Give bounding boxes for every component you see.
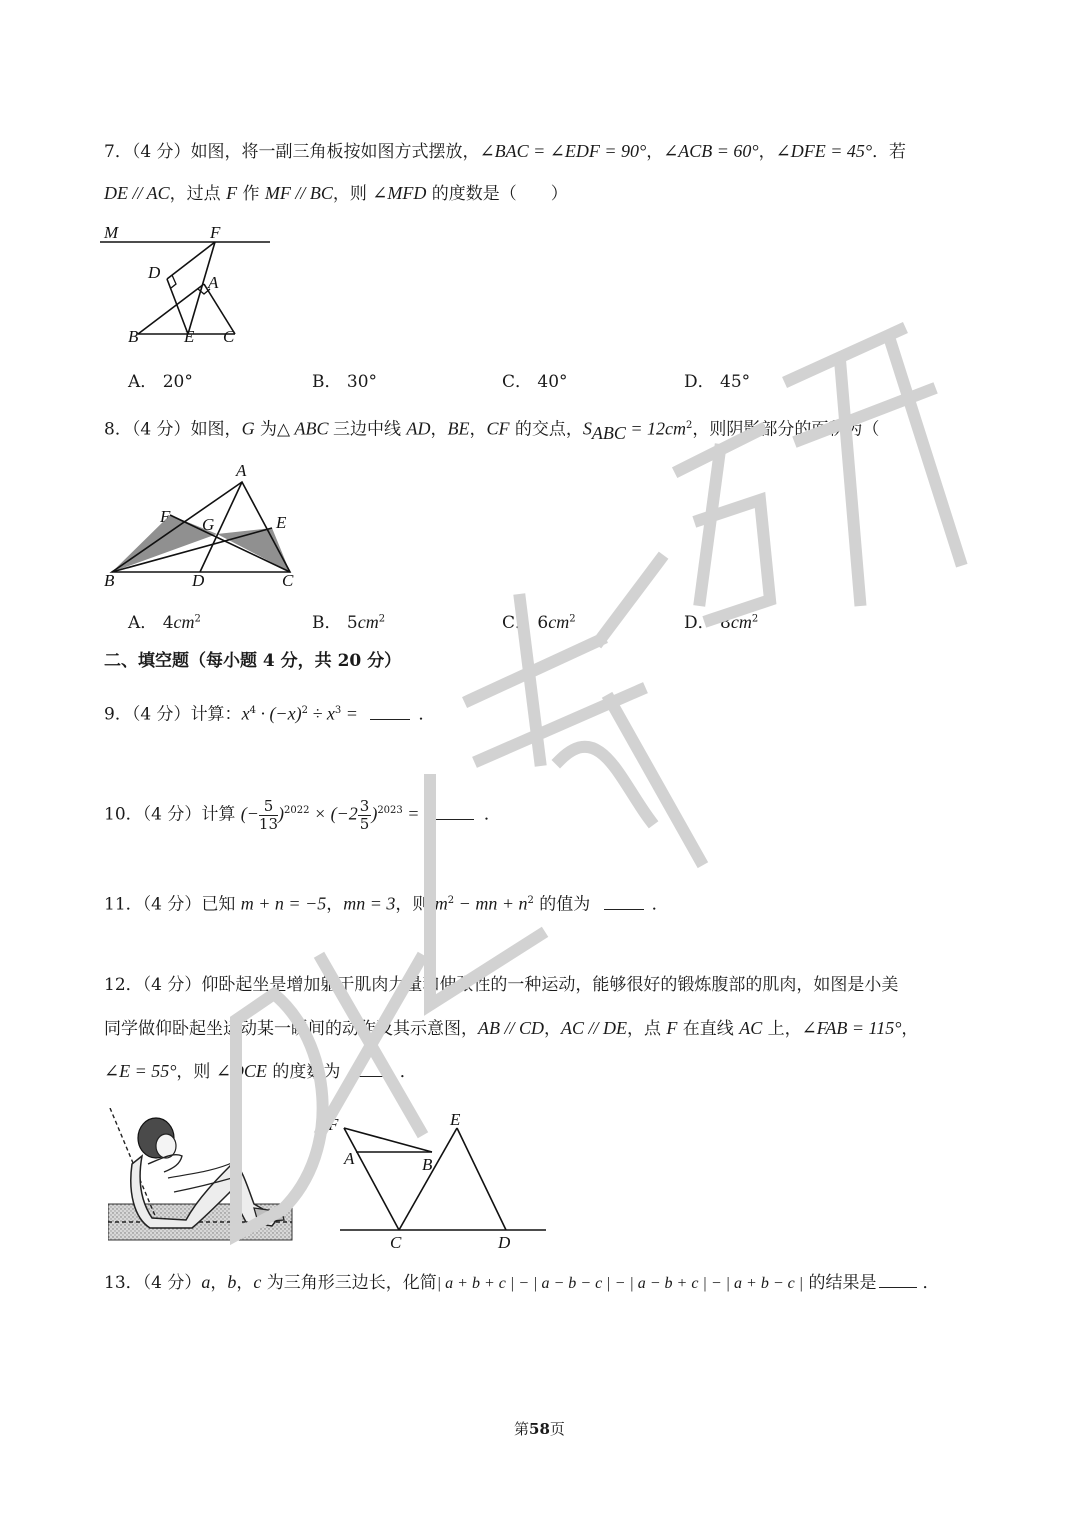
q7-sep2: ，	[758, 142, 776, 162]
page-number	[514, 1418, 565, 1439]
q7-line2	[104, 182, 568, 205]
q8-s-eq: = 12cm	[625, 418, 687, 439]
q10-frac2-den: 5	[359, 814, 370, 833]
q7-label-f: F	[210, 223, 221, 242]
q8-ad: AD	[406, 418, 431, 439]
q7-line2-f: F	[226, 183, 238, 203]
q10-score: （4 分）	[142, 804, 202, 825]
q7-option-b-val: 30°	[346, 372, 378, 392]
page-number-value: 58	[529, 1420, 550, 1438]
q7-option-b-key: B．	[312, 372, 342, 392]
q10-p2: )	[278, 803, 285, 824]
q8-label-c: C	[282, 571, 294, 590]
q10-frac1-num: 5	[259, 798, 278, 816]
q7-number: 7．	[104, 142, 132, 162]
q9-sup1: 4	[249, 705, 256, 716]
q10-times: × (−2	[309, 803, 358, 824]
q11-sup1: 2	[447, 895, 455, 906]
q8-option-a[interactable]	[128, 608, 201, 633]
q9-t1: 计算：	[190, 704, 242, 725]
q9-sup2: 2	[301, 705, 308, 716]
q8-t2: 为△	[254, 419, 291, 440]
q8-option-d[interactable]	[684, 608, 758, 633]
q9-div: ÷ x	[307, 703, 335, 724]
q12-l3-t1: ，则	[176, 1062, 216, 1082]
q11-answer-blank[interactable]	[604, 893, 644, 910]
q7-label-d: D	[148, 263, 161, 282]
q12-label-a: A	[344, 1149, 355, 1168]
q12-label-b: B	[422, 1155, 433, 1174]
q13-c2: ，	[236, 1273, 254, 1293]
q12-score: （4 分）	[142, 975, 202, 995]
q7-line2-eq3: ∠MFD	[372, 183, 427, 203]
q7-label-c: C	[223, 327, 235, 346]
q8-option-d-num: 8	[720, 613, 731, 633]
q8-label-a: A	[236, 461, 247, 480]
q7-option-d[interactable]	[684, 367, 750, 392]
q8-cf: CF	[486, 418, 510, 439]
q11-end: ．	[651, 894, 669, 915]
q12-l3-t2: 的度数为	[266, 1062, 346, 1082]
q13-number: 13．	[104, 1273, 143, 1293]
watermark-lettering	[236, 330, 960, 1235]
q12-label-d: D	[498, 1233, 511, 1252]
q11-mid: − mn + n	[454, 893, 528, 914]
q12-l2-e2: AC // DE	[561, 1018, 627, 1038]
q10-p1: (−	[240, 803, 259, 824]
q7-sep1: ，	[646, 142, 664, 162]
q12-end: ．	[399, 1062, 417, 1082]
q8-t3: 三边中线	[333, 419, 407, 440]
q12-label-e: E	[450, 1110, 461, 1129]
q8-label-e: E	[276, 513, 287, 532]
q9-answer-blank[interactable]	[370, 703, 410, 720]
q12-l2-f: F	[666, 1018, 678, 1038]
q13-line	[104, 1271, 940, 1295]
q10-number: 10．	[104, 804, 143, 825]
q10-frac1-den: 13	[258, 814, 279, 833]
q11-score: （4 分）	[142, 894, 202, 915]
q8-c1: ，	[430, 419, 448, 440]
q9-line	[104, 700, 435, 726]
q12-l2-t1: 同学做仰卧起坐运动某一瞬间的动作及其示意图，	[104, 1019, 478, 1039]
page-number-pre: 第	[514, 1420, 530, 1438]
q8-option-d-unit: cm	[730, 612, 752, 632]
q8-number: 8．	[104, 419, 132, 440]
q12-label-f: F	[328, 1115, 339, 1134]
q8-option-b-unit: cm	[357, 612, 379, 632]
q12-l3-e2: ∠DCE	[215, 1061, 267, 1081]
q12-l2-t3: 在直线	[677, 1019, 740, 1039]
q13-t1: 为三角形三边长，化简	[261, 1273, 437, 1293]
q13-t2: 的结果是	[803, 1273, 877, 1293]
q13-score: （4 分）	[142, 1273, 202, 1293]
q8-option-c-unit: cm	[548, 612, 570, 632]
q10-eq: =	[402, 803, 424, 824]
q11-eq2: mn = 3	[343, 893, 396, 914]
q12-l2-e1: AB // CD	[478, 1018, 544, 1038]
q7-option-a-key: A．	[128, 372, 158, 392]
q8-c2: ，	[469, 419, 487, 440]
q7-line2-t4: 的度数是（ ）	[426, 184, 568, 204]
q13-c: c	[253, 1272, 262, 1292]
q9-score: （4 分）	[131, 704, 191, 725]
q12-line2	[104, 1017, 918, 1040]
q10-end: ．	[483, 804, 501, 825]
q8-option-b[interactable]	[312, 608, 385, 633]
q11-eq1: m + n = −5	[240, 893, 327, 914]
q8-s-sub: ABC	[591, 423, 626, 444]
section2-title: 二、填空题（每小题 4 分，共 20 分）	[104, 651, 402, 671]
q13-end: ．	[922, 1273, 940, 1293]
q10-exp2: 2023	[377, 805, 403, 816]
q8-option-b-key: B．	[312, 613, 342, 633]
q11-c1: ，	[326, 894, 344, 915]
q8-option-a-key: A．	[128, 613, 158, 633]
q12-line1-text: 仰卧起坐是增加躯干肌肉力量和伸张性的一种运动，能够很好的锻炼腹部的肌肉，如图是小美	[201, 975, 899, 995]
q10-exp1: 2022	[284, 805, 310, 816]
q7-label-e: E	[184, 327, 195, 346]
q8-option-a-unit: cm	[173, 612, 195, 632]
q8-option-a-sup: 2	[194, 613, 201, 625]
q8-option-d-key: D．	[684, 613, 715, 633]
q12-l2-e3: ∠FAB = 115°	[801, 1018, 902, 1038]
q7-line1	[104, 140, 906, 163]
q11-line	[104, 890, 669, 916]
q8-s-sup: 2	[686, 420, 693, 431]
q8-s: S	[582, 418, 592, 439]
q7-line2-t3: ，则	[332, 184, 373, 204]
q8-option-c-num: 6	[537, 613, 549, 633]
q9-number: 9．	[104, 704, 132, 725]
q9-mid: · (−x)	[255, 703, 302, 724]
q8-label-b: B	[104, 571, 115, 590]
q8-g: G	[241, 418, 255, 439]
q7-label-a: A	[208, 273, 219, 292]
q7-eq1: ∠BAC = ∠EDF = 90°	[479, 141, 647, 161]
q8-t5: ，则阴影部分的面积为（ ）	[692, 419, 931, 440]
q12-situp-illustration	[108, 1108, 294, 1244]
q7-figure	[100, 218, 280, 350]
q10-p3: )	[371, 803, 378, 824]
q7-option-a[interactable]	[128, 367, 193, 392]
q8-line1	[104, 415, 930, 444]
q8-score: （4 分）	[131, 419, 191, 440]
q8-t4: 的交点，	[509, 419, 583, 440]
q13-b: b	[227, 1272, 237, 1292]
q8-label-g: G	[202, 515, 215, 534]
q13-answer-blank[interactable]	[879, 1271, 917, 1288]
q7-option-a-val: 20°	[162, 372, 193, 392]
q7-text1: 如图，将一副三角板按如图方式摆放，	[190, 142, 480, 162]
q8-option-b-sup: 2	[378, 613, 386, 625]
q8-option-c-key: C．	[502, 613, 533, 633]
q8-figure	[100, 458, 305, 594]
q8-t1: 如图，	[190, 419, 242, 440]
page-number-post: 页	[549, 1420, 565, 1438]
q7-line2-t1: ，过点	[169, 184, 227, 204]
q10-line	[104, 792, 501, 834]
q7-label-b: B	[128, 327, 139, 346]
q12-figure	[320, 1108, 550, 1254]
q12-number: 12．	[104, 975, 143, 995]
q7-score: （4 分）	[131, 142, 191, 162]
q7-line2-eq2: MF // BC	[264, 183, 333, 203]
q10-t1: 计算	[201, 804, 241, 825]
q13-c1: ，	[210, 1273, 228, 1293]
q7-text2: ．若	[872, 142, 907, 162]
q11-number: 11．	[104, 894, 143, 915]
q8-option-d-sup: 2	[751, 613, 759, 625]
q12-l3-e1: ∠E = 55°	[104, 1061, 177, 1081]
q13-a: a	[201, 1272, 211, 1292]
q12-l2-c1: ，	[544, 1019, 561, 1039]
q12-answer-blank[interactable]	[354, 1060, 392, 1077]
q10-answer-blank[interactable]	[434, 803, 474, 820]
q10-frac2	[358, 798, 372, 833]
q11-t2: ，则	[395, 894, 435, 915]
q12-label-c: C	[390, 1233, 402, 1252]
q7-option-c-key: C．	[502, 372, 533, 392]
q10-frac1	[259, 798, 278, 833]
q9-end: ．	[418, 704, 436, 725]
q12-line1	[104, 974, 898, 996]
q12-l2-ac: AC	[739, 1018, 763, 1038]
q8-option-b-num: 5	[346, 613, 358, 633]
q12-line3	[104, 1060, 417, 1083]
q11-t3: 的值为	[533, 894, 596, 915]
q7-eq2: ∠ACB = 60°	[663, 141, 759, 161]
q12-l2-t2: ，点	[627, 1019, 667, 1039]
q9-x: x	[241, 703, 250, 724]
q7-option-d-val: 45°	[720, 372, 751, 392]
q7-eq3: ∠DFE = 45°	[775, 141, 873, 161]
q7-option-c-val: 40°	[537, 372, 568, 392]
q7-option-b[interactable]	[312, 367, 377, 392]
q11-m: m	[434, 893, 448, 914]
q7-line2-eq1: DE // AC	[104, 183, 170, 203]
q11-sup2: 2	[527, 895, 534, 906]
q7-option-d-key: D．	[684, 372, 715, 392]
q9-eq: =	[341, 703, 363, 724]
q8-label-d: D	[192, 571, 205, 590]
q8-option-a-num: 4	[162, 613, 174, 633]
q7-label-m: M	[104, 223, 119, 242]
q7-option-c[interactable]	[502, 367, 568, 392]
q10-frac2-num: 3	[359, 796, 370, 815]
q12-l2-c2: ，	[901, 1019, 919, 1039]
q7-line2-t2: 作	[237, 184, 265, 204]
q13-expr: | a + b + c | − | a − b − c | − | a − b + c | − | a + b − c |	[436, 1275, 804, 1292]
q9-sup3: 3	[334, 705, 342, 716]
q8-label-f: F	[160, 507, 171, 526]
q8-option-c[interactable]	[502, 608, 576, 633]
q11-t1: 已知	[201, 894, 241, 915]
q8-abc: ABC	[290, 418, 334, 439]
q8-be: BE	[447, 418, 470, 439]
q8-option-c-sup: 2	[569, 613, 576, 625]
q12-l2-t4: 上，	[762, 1019, 802, 1039]
